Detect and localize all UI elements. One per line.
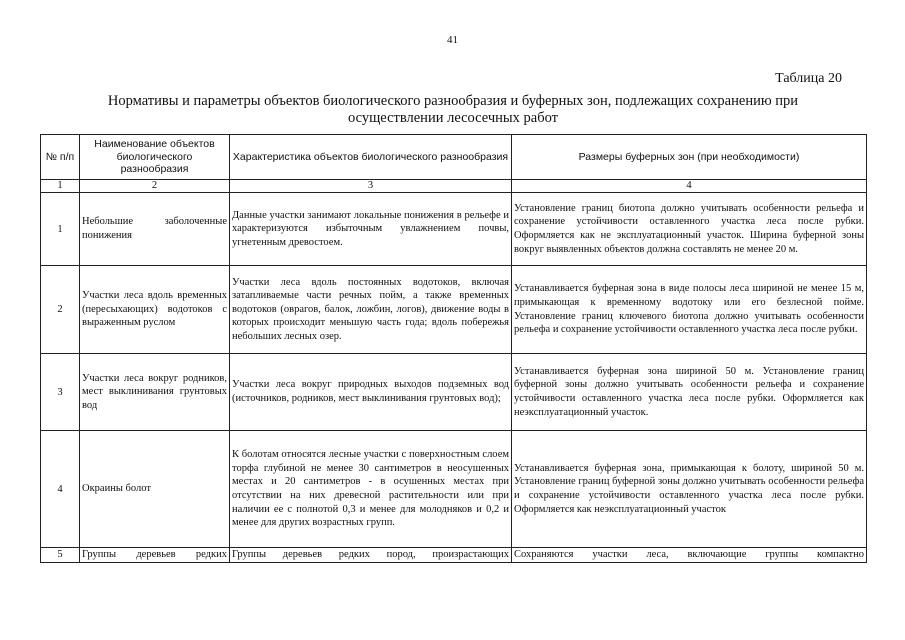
- table-header-row: [41, 135, 867, 180]
- object-characteristic: Участки леса вдоль постоянных водотоков, включая затапливаемые части речных пойм, а также временных водотоков (оврагов, балок, ложбин, логов), движение воды в которых происходит меньшую часть года; вдоль побережья небольших лесных озер.: [230, 266, 512, 354]
- object-name: Группы деревьев редких: [80, 548, 230, 563]
- object-name: Участки леса вдоль временных (пересыхающих) водотоков с выраженным руслом: [80, 266, 230, 354]
- object-characteristic: Группы деревьев редких пород, произрастающих: [230, 548, 512, 563]
- row-number: 5: [41, 548, 80, 563]
- table-label: Таблица 20: [775, 71, 842, 86]
- buffer-zone-size: Устанавливается буферная зона, примыкающая к болоту, шириной 50 м. Установление границ буферной зоны должно учитывать особенности рельефа и сохранение устойчивости оставленного участка леса после рубки. Оформляется как неэксплуатационный участок: [512, 431, 867, 548]
- object-name: Небольшие заболоченные понижения: [80, 193, 230, 266]
- table-row: [41, 431, 867, 548]
- norms-table: [40, 134, 867, 563]
- title-line-1: Нормативы и параметры объектов биологического разнообразия и буферных зон, подлежащих сохранению при: [107, 93, 799, 109]
- object-characteristic: Данные участки занимают локальные понижения в рельефе и характеризуются избыточным увлажнением почвы, угнетенным древостоем.: [230, 193, 512, 266]
- buffer-zone-size: Установление границ биотопа должно учитывать особенности рельефа и сохранение устойчивости оставленного участка леса после рубки. Оформляется как не эксплуатационный участок. Ширина буферной зоны вокруг выявленных объектов должна составлять не менее 20 м.: [512, 193, 867, 266]
- object-name: Участки леса вокруг родников, мест выклинивания грунтовых вод: [80, 354, 230, 431]
- header-name: Наименование объектов биологического разнообразия: [80, 135, 230, 180]
- table-row: [41, 193, 867, 266]
- buffer-zone-size: Сохраняются участки леса, включающие группы компактно: [512, 548, 867, 563]
- page-number: 41: [447, 34, 458, 46]
- row-number: 2: [41, 266, 80, 354]
- column-number: 1: [41, 180, 80, 193]
- row-number: 3: [41, 354, 80, 431]
- object-name: Окраины болот: [80, 431, 230, 548]
- header-num: № п/п: [41, 135, 80, 180]
- buffer-zone-size: Устанавливается буферная зона шириной 50 м. Установление границ буферной зоны должно учитывать особенности рельефа и сохранение устойчивости оставленного участка леса после рубки. Оформляется как неэксплуатационный участок.: [512, 354, 867, 431]
- table-row: [41, 354, 867, 431]
- title-line-2: осуществлении лесосечных работ: [348, 110, 558, 126]
- object-characteristic: Участки леса вокруг природных выходов подземных вод (источников, родников, мест выклинивания грунтовых вод);: [230, 354, 512, 431]
- object-characteristic: К болотам относятся лесные участки с поверхностным слоем торфа глубиной не менее 30 сантиметров в неосушенных местах и 20 сантиметров - в осушенных местах при отсутствии на них древесной растительности или при наличии ее с полнотой 0,3 и менее для молодняков и 0,2 и менее для других возрастных групп.: [230, 431, 512, 548]
- row-number: 1: [41, 193, 80, 266]
- row-number: 4: [41, 431, 80, 548]
- header-buffer: Размеры буферных зон (при необходимости): [512, 135, 867, 180]
- document-title: [40, 93, 866, 127]
- column-number: 3: [230, 180, 512, 193]
- column-number: 4: [512, 180, 867, 193]
- table-row: [41, 266, 867, 354]
- header-characteristic: Характеристика объектов биологического разнообразия: [230, 135, 512, 180]
- column-numbers-row: [41, 180, 867, 193]
- column-number: 2: [80, 180, 230, 193]
- buffer-zone-size: Устанавливается буферная зона в виде полосы леса шириной не менее 15 м, примыкающая к временному водотоку или его безлесной пойме. Установление границ ключевого биотопа должно учитывать особенности рельефа и сохранение устойчивости оставленного участка леса после рубки.: [512, 266, 867, 354]
- table-row: [41, 548, 867, 563]
